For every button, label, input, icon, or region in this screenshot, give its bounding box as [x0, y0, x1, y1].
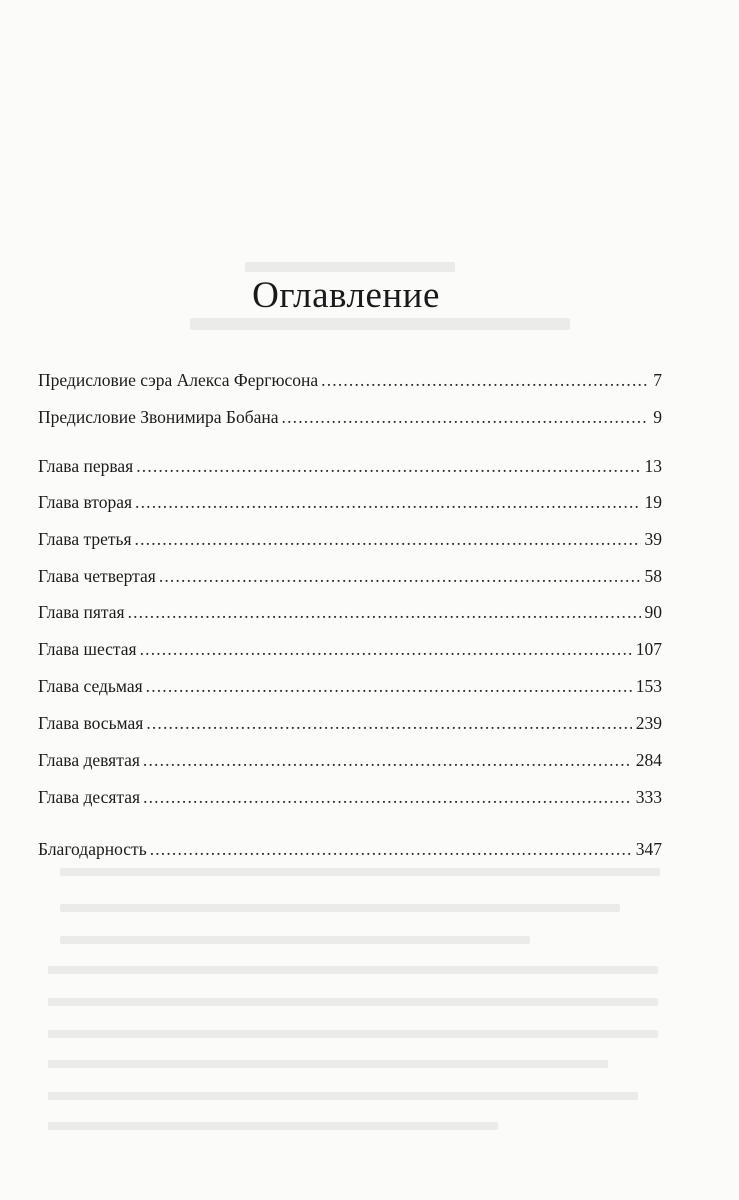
show-through-mark — [48, 1092, 638, 1100]
toc-entry-label: Глава четвертая — [38, 566, 156, 586]
toc-entry-page: 19 — [644, 492, 662, 512]
toc-entry-page: 90 — [644, 602, 662, 622]
toc-leader-dots — [146, 712, 631, 734]
toc-entry-label: Предисловие Звонимира Бобана — [38, 407, 279, 427]
toc-leader-dots — [159, 565, 641, 587]
toc-entry[interactable] — [38, 601, 662, 623]
toc-entry[interactable] — [38, 838, 662, 860]
toc-entry-page: 7 — [653, 370, 662, 390]
toc-leader-dots — [282, 406, 650, 428]
page-title: Оглавление — [252, 275, 440, 316]
toc-entry-page: 153 — [635, 676, 662, 696]
toc-leader-dots — [321, 369, 649, 391]
toc-leader-dots — [146, 675, 632, 697]
toc-entry[interactable] — [38, 638, 662, 660]
toc-entry[interactable] — [38, 749, 662, 771]
toc-entry[interactable] — [38, 786, 662, 808]
toc-entry[interactable] — [38, 675, 662, 697]
toc-entry-page: 284 — [635, 750, 662, 770]
toc-entry[interactable] — [38, 565, 662, 587]
toc-entry-label: Предисловие сэра Алекса Фергюсона — [38, 370, 319, 390]
toc-entry-label: Глава вторая — [38, 492, 133, 512]
toc-entry-label: Благодарность — [38, 839, 147, 859]
toc-leader-dots — [143, 749, 632, 771]
toc-entry-label: Глава восьмая — [38, 713, 144, 733]
show-through-mark — [60, 936, 530, 944]
show-through-mark — [60, 868, 660, 876]
toc-leader-dots — [135, 491, 640, 513]
toc-entry-page: 239 — [635, 713, 662, 733]
show-through-mark — [48, 1122, 498, 1130]
toc-entry-page: 347 — [635, 839, 662, 859]
toc-entry[interactable] — [38, 491, 662, 513]
toc-entry-label: Глава первая — [38, 456, 134, 476]
toc-leader-dots — [136, 455, 640, 477]
toc-entry[interactable] — [38, 528, 662, 550]
show-through-mark — [60, 904, 620, 912]
show-through-mark — [48, 1060, 608, 1068]
show-through-mark — [48, 1030, 658, 1038]
toc-leader-dots — [150, 838, 632, 860]
toc-entry-page: 39 — [644, 529, 662, 549]
toc-leader-dots — [140, 638, 632, 660]
toc-entry-page: 333 — [635, 787, 662, 807]
toc-entry-page: 58 — [644, 566, 662, 586]
show-through-mark — [245, 262, 455, 272]
toc-entry-page: 107 — [635, 639, 662, 659]
toc-entry-label: Глава девятая — [38, 750, 140, 770]
toc-entry-label: Глава пятая — [38, 602, 125, 622]
toc-entry-label: Глава десятая — [38, 787, 141, 807]
toc-entry-label: Глава третья — [38, 529, 132, 549]
toc-entry-label: Глава шестая — [38, 639, 137, 659]
show-through-mark — [190, 318, 570, 330]
show-through-mark — [48, 998, 658, 1006]
toc-entry[interactable] — [38, 369, 662, 391]
toc-entry[interactable] — [38, 712, 662, 734]
toc-entry-page: 9 — [653, 407, 662, 427]
toc-entry[interactable] — [38, 406, 662, 428]
toc-leader-dots — [128, 601, 641, 623]
toc-entry-page: 13 — [644, 456, 662, 476]
toc-entry-label: Глава седьмая — [38, 676, 143, 696]
toc-leader-dots — [143, 786, 632, 808]
toc-entry[interactable] — [38, 455, 662, 477]
show-through-mark — [48, 966, 658, 974]
toc-leader-dots — [135, 528, 641, 550]
